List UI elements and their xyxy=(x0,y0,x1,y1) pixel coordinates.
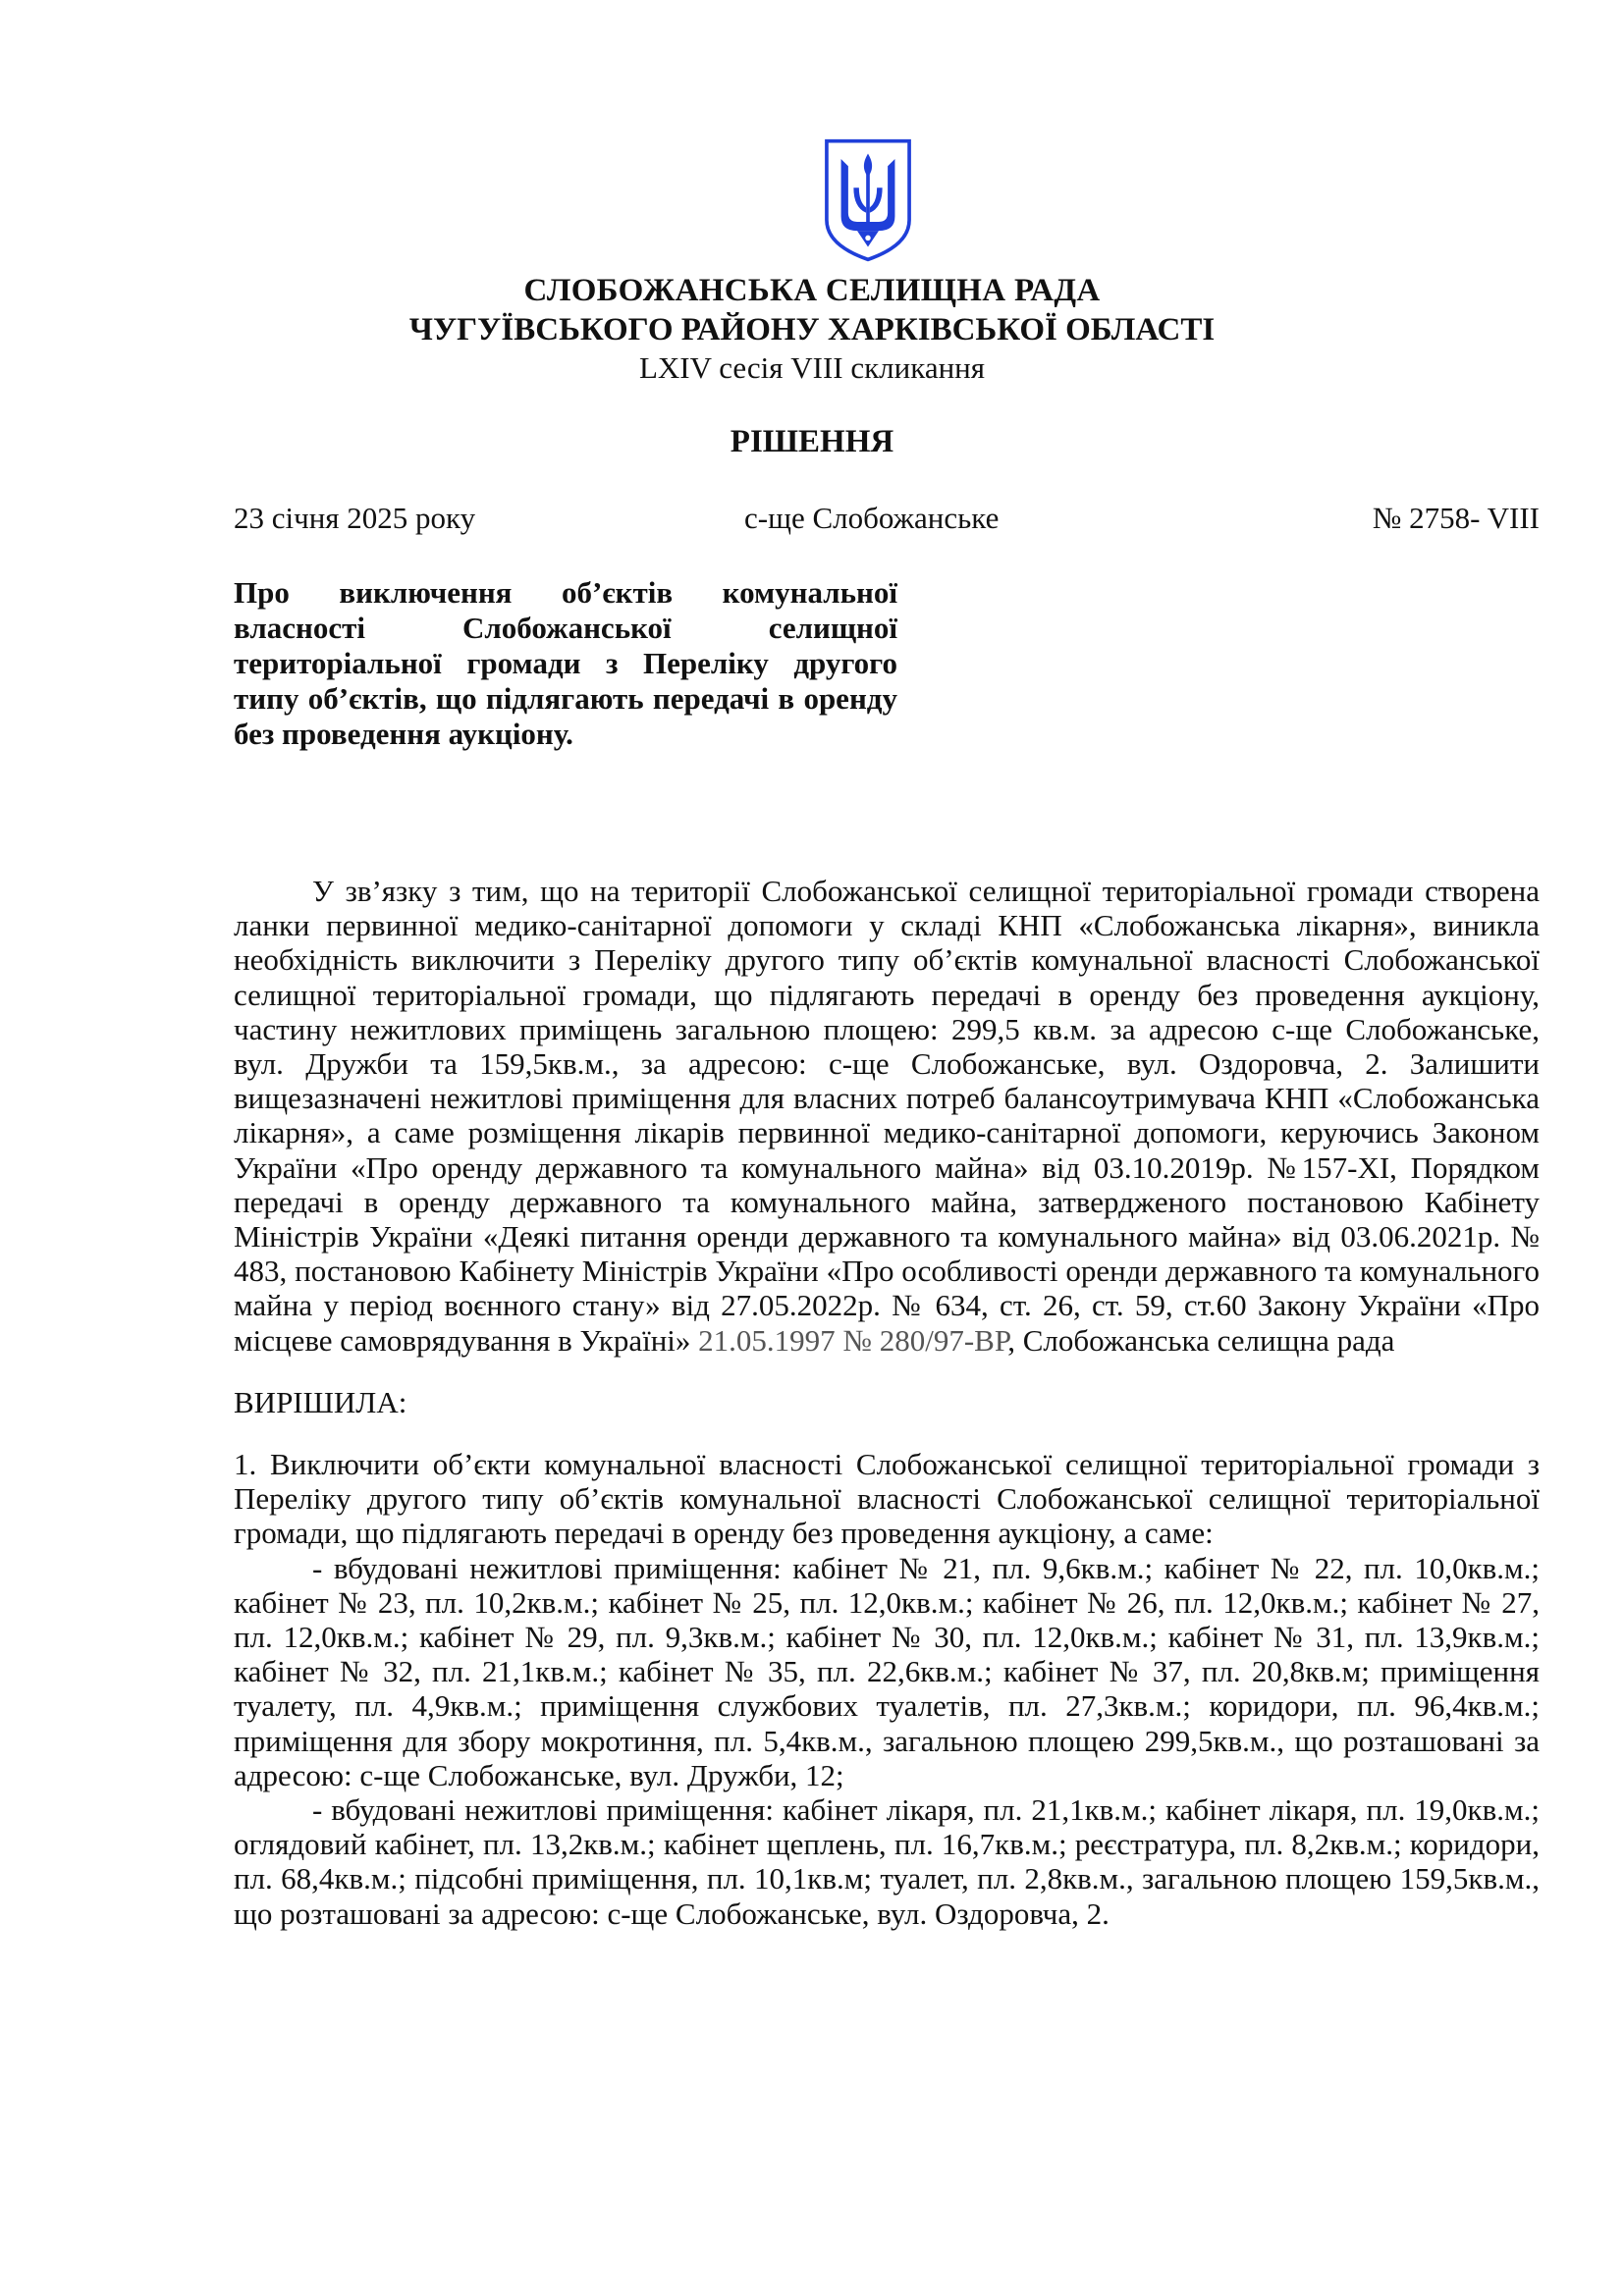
decision-subitem-2: - вбудовані нежитлові приміщення: кабінет лікаря, пл. 21,1кв.м.; кабінет лікаря, пл. 19,0кв.м.; оглядовий кабінет, пл. 13,2кв.м.; кабінет щеплень, пл. 16,7кв.м.; реєстратура, пл. 8,2кв.м.; коридори, пл. 68,4кв.м.; підсобні приміщення, пл. 10,1кв.м; туалет, пл. 2,8кв.м., загальною площею 159,5кв.м., що розташовані за адресою: с-ще Слобожанське, вул. Оздоровча, 2. xyxy=(234,1792,1540,1931)
preamble-text: У зв’язку з тим, що на території Слобожанської селищної територіальної громади створена ланки первинної медико-санітарної допомоги у складі КНП «Слобожанська лікарня», виникла необхідність виключити з Переліку другого типу об’єктів комунальної власності Слобожанської селищної територіальної громади, що підлягають передачі в оренду без проведення аукціону, частину нежитлових приміщень загальною площею: 299,5 кв.м. за адресою с-ще Слобожанське, вул. Дружби та 159,5кв.м., за адресою: с-ще Слобожанське, вул. Оздоровча, 2. Залишити вищезазначені нежитлові приміщення для власних потреб балансоутримувача КНП «Слобожанська лікарня», а саме розміщення лікарів первинної медико-санітарної допомоги, керуючись Законом України «Про оренду державного та комунального майна» від 03.10.2019р. №157-ХІ, Порядком передачі в оренду державного та комунального майна, затвердженого постановою Кабінету Міністрів України «Деякі питання оренди державного та комунального майна» від 03.06.2021р. № 483, постановою Кабінету Міністрів України «Про особливості оренди державного та комунального майна у період воєнного стану» від 27.05.2022р. № 634, ст. 26, ст. 59, ст.60 Закону України «Про місцеве самоврядування в Україні» xyxy=(234,874,1540,1358)
session-info: LXIV сесія VIII скликання xyxy=(638,350,986,385)
decided-label: ВИРІШИЛА: xyxy=(234,1384,407,1419)
decision-subject: Про виключення об’єктів комунальної власності Слобожанської селищної територіальної громади з Переліку другого типу об’єктів, що підлягають передачі в оренду без проведення аукціону. xyxy=(234,575,897,751)
council-district: ЧУГУЇВСЬКОГО РАЙОНУ ХАРКІВСЬКОЇ ОБЛАСТІ xyxy=(408,312,1216,347)
document-number: № 2758- VIII xyxy=(1372,501,1540,535)
law-reference: 21.05.1997 № 280/97-ВР xyxy=(698,1322,1008,1358)
document-meta xyxy=(234,499,1540,538)
document-body xyxy=(234,874,1540,1931)
decision-subitem-1: - вбудовані нежитлові приміщення: кабінет № 21, пл. 9,6кв.м.; кабінет № 22, пл. 10,0кв.м.; кабінет № 23, пл. 10,2кв.м.; кабінет № 25, пл. 12,0кв.м.; кабінет № 26, пл. 12,0кв.м.; кабінет № 27, пл. 12,0кв.м.; кабінет № 29, пл. 9,3кв.м.; кабінет № 30, пл. 12,0кв.м.; кабінет № 31, пл. 13,9кв.м.; кабінет № 32, пл. 21,1кв.м.; кабінет № 35, пл. 22,6кв.м.; кабінет № 37, пл. 20,8кв.м; приміщення туалету, пл. 4,9кв.м.; приміщення службових туалетів, пл. 27,3кв.м.; коридори, пл. 96,4кв.м.; приміщення для збору мокротиння, пл. 5,4кв.м., загальною площею 299,5кв.м., що розташовані за адресою: с-ще Слобожанське, вул. Дружби, 12; xyxy=(234,1550,1540,1792)
council-name: СЛОБОЖАНСЬКА СЕЛИЩНА РАДА xyxy=(523,273,1101,308)
decision-item-1: 1. Виключити об’єкти комунальної власності Слобожанської селищної територіальної громади з Переліку другого типу об’єктів комунальної власності Слобожанської селищної територіальної громади, що підлягають передачі в оренду без проведення аукціону, а саме: xyxy=(234,1447,1540,1551)
ukraine-trident-emblem-icon xyxy=(823,137,913,263)
preamble-tail: , Слобожанська селищна рада xyxy=(1007,1322,1395,1358)
document-title: РІШЕННЯ xyxy=(730,424,894,459)
document-date: 23 січня 2025 року xyxy=(234,501,476,535)
document-place: с-ще Слобожанське xyxy=(744,501,1000,535)
preamble-paragraph xyxy=(234,874,1540,1358)
